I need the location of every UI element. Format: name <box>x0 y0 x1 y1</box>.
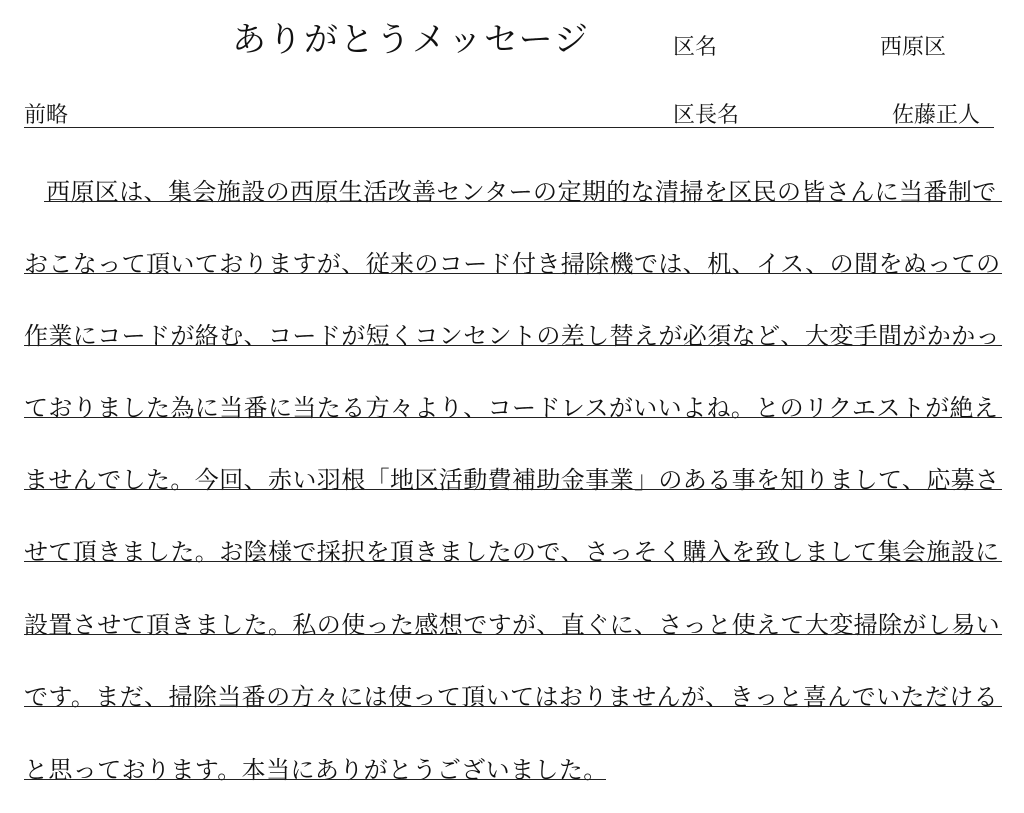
body-line: おこなって頂いておりますが、従来のコード付き掃除機では、机、イス、の間をぬっての <box>24 250 1001 278</box>
chief-value: 佐藤正人 <box>892 103 981 128</box>
header-rule <box>24 127 994 128</box>
body-rule <box>24 561 1002 562</box>
body-line: ておりました為に当番に当たる方々より、コードレスがいいよね。とのリクエストが絶え <box>24 394 999 422</box>
body-rule <box>24 273 1002 274</box>
body-line: 設置させて頂きました。私の使った感想ですが、直ぐに、さっと使えて大変掃除がし易い <box>24 611 1000 639</box>
ward-value: 西原区 <box>880 35 947 60</box>
body-rule <box>24 489 1002 490</box>
body-rule <box>24 345 1002 346</box>
document-title: ありがとうメッセージ <box>232 20 590 60</box>
body-rule <box>44 201 1002 202</box>
body-line: ませんでした。今回、赤い羽根「地区活動費補助金事業」のある事を知りまして、応募さ <box>24 466 1000 494</box>
body-line: せて頂きました。お陰様で採択を頂きましたので、さっそく購入を致しまして集会施設に <box>24 538 1000 566</box>
greeting: 前略 <box>24 103 69 128</box>
body-line: です。まだ、掃除当番の方々には使って頂いてはおりませんが、きっと喜んでいただける <box>24 683 999 711</box>
ward-label: 区名 <box>673 35 718 60</box>
body-rule <box>24 706 1002 707</box>
body-rule <box>24 779 606 780</box>
body-line: 西原区は、集会施設の西原生活改善センターの定期的な清掃を区民の皆さんに当番制で <box>46 178 997 206</box>
body-rule <box>24 417 1002 418</box>
chief-label: 区長名 <box>673 103 740 128</box>
body-rule <box>24 634 1002 635</box>
body-line: と思っております。本当にありがとうございました。 <box>24 756 608 784</box>
body-line: 作業にコードが絡む、コードが短くコンセントの差し替えが必須など、大変手間がかかっ <box>24 322 1000 350</box>
